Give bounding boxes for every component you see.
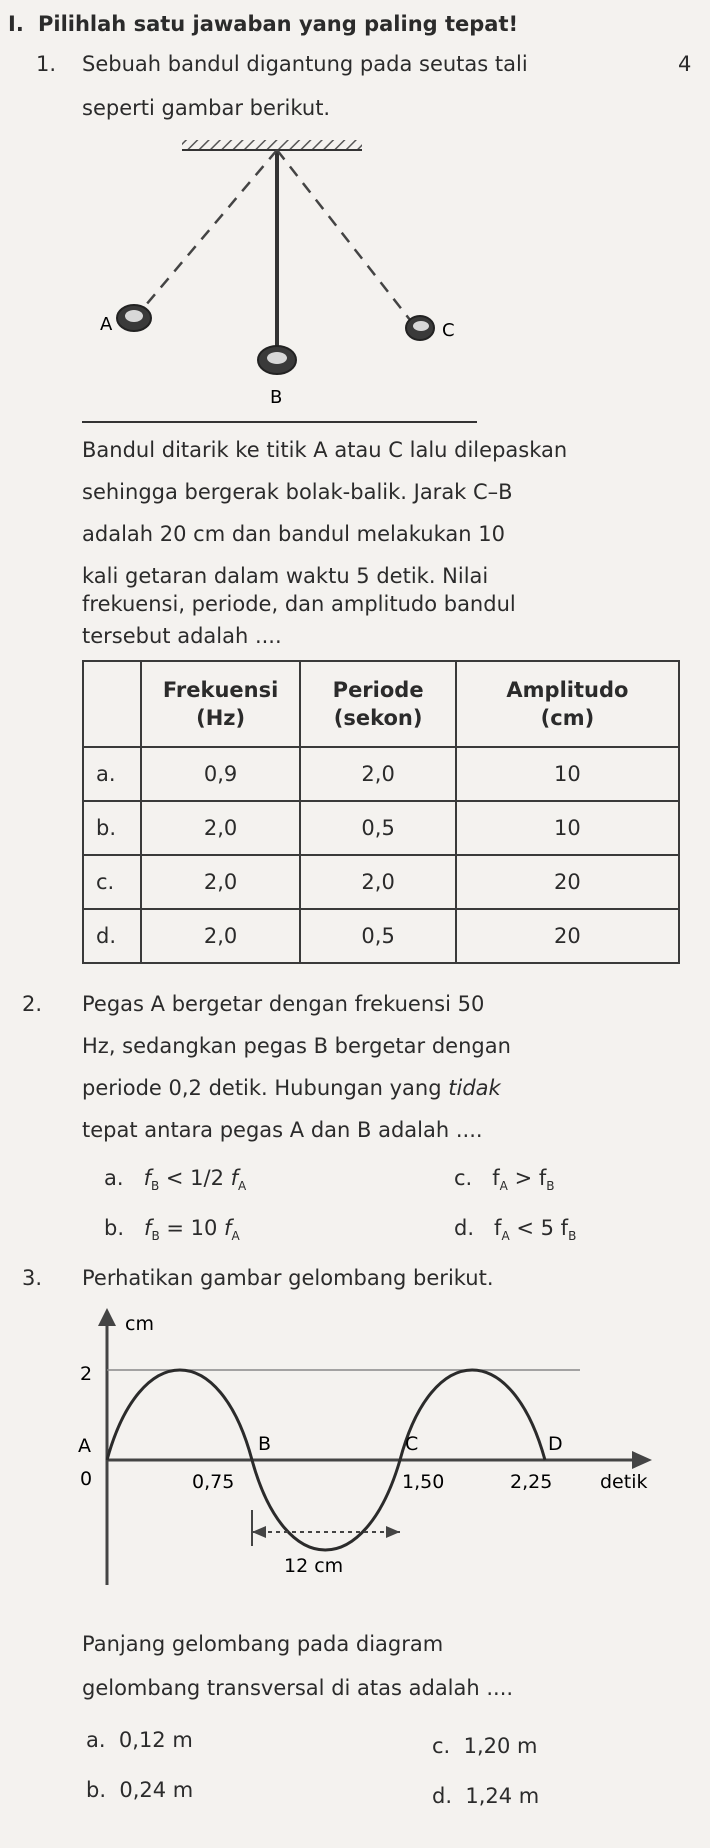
point-c-label: C — [405, 1433, 419, 1455]
q3-option-c[interactable]: c. 1,20 m — [432, 1734, 538, 1758]
q1-line2: seperti gambar berikut. — [82, 96, 331, 120]
wave-graph — [40, 1300, 680, 1600]
cell-periode: 0,5 — [300, 801, 455, 855]
option-letter: b. — [83, 801, 141, 855]
y-tick-label: 2 — [80, 1363, 93, 1385]
q3-question-line2: gelombang transversal di atas adalah .... — [82, 1676, 514, 1700]
cell-frekuensi: 2,0 — [141, 801, 301, 855]
cell-frekuensi: 0,9 — [141, 747, 301, 801]
y-unit-label: cm — [125, 1313, 154, 1335]
span-arrow-right — [386, 1526, 400, 1538]
q2-option-a[interactable]: a. $f_B < 1/2$ $f_A$ — [104, 1166, 247, 1194]
x-tick-1: 0,75 — [192, 1471, 235, 1493]
section-number: I. — [8, 12, 24, 36]
ceiling-hatch — [182, 140, 362, 150]
cell-amplitudo: 20 — [456, 855, 679, 909]
q2-option-c[interactable]: c. $f_A > f_B$ — [454, 1166, 555, 1194]
label-c: C — [442, 320, 455, 341]
q1-text-4: kali getaran dalam waktu 5 detik. Nilai — [82, 564, 489, 588]
q1-line1: Sebuah bandul digantung pada seutas tali — [82, 52, 528, 76]
x-axis-arrow — [632, 1451, 652, 1469]
q1-number: 1. — [36, 52, 57, 76]
header-amplitudo: Amplitudo (cm) — [456, 661, 679, 747]
q2-line4: tepat antara pegas A dan B adalah .... — [82, 1118, 483, 1142]
label-b: B — [270, 387, 283, 408]
y-axis-arrow — [98, 1308, 116, 1326]
q1-text-1: Bandul ditarik ke titik A atau C lalu dilepaskan — [82, 438, 568, 462]
q2-line3-text: periode 0,2 detik. Hubungan yang — [82, 1076, 442, 1100]
header-frekuensi: Frekuensi (Hz) — [141, 661, 301, 747]
string-right-dashed — [277, 150, 414, 325]
q2-line2: Hz, sedangkan pegas B bergetar dengan — [82, 1034, 511, 1058]
header-periode: Periode (sekon) — [300, 661, 455, 747]
q3-option-d[interactable]: d. 1,24 m — [432, 1784, 540, 1808]
q3-number: 3. — [22, 1266, 43, 1290]
option-letter: c. — [83, 855, 141, 909]
cell-periode: 2,0 — [300, 855, 455, 909]
cell-frekuensi: 2,0 — [141, 909, 301, 963]
q2-option-d[interactable]: d. $f_A < 5$ $f_B$ — [454, 1216, 577, 1244]
span-label: 12 cm — [284, 1555, 344, 1577]
margin-mark: 4 — [678, 52, 692, 76]
table-header-row — [83, 661, 679, 747]
q3-line1: Perhatikan gambar gelombang berikut. — [82, 1266, 494, 1290]
q3-option-a[interactable]: a. 0,12 m — [86, 1728, 193, 1752]
cell-frekuensi: 2,0 — [141, 855, 301, 909]
option-row-a[interactable] — [83, 747, 679, 801]
q1-text-6: tersebut adalah .... — [82, 624, 282, 648]
point-b-label: B — [258, 1433, 272, 1455]
option-row-d[interactable] — [83, 909, 679, 963]
string-left-dashed — [140, 150, 277, 312]
x-unit-label: detik — [600, 1471, 648, 1493]
q2-number: 2. — [22, 992, 43, 1016]
instruction: Pilihlah satu jawaban yang paling tepat! — [38, 12, 519, 36]
q2-line3 — [82, 1078, 501, 1099]
point-d-label: D — [548, 1433, 563, 1455]
x-tick-3: 2,25 — [510, 1471, 553, 1493]
q1-text-3: adalah 20 cm dan bandul melakukan 10 — [82, 522, 505, 546]
origin-label: 0 — [80, 1468, 93, 1490]
point-a-label: A — [78, 1435, 91, 1457]
x-tick-2: 1,50 — [402, 1471, 445, 1493]
option-row-c[interactable] — [83, 855, 679, 909]
cell-amplitudo: 20 — [456, 909, 679, 963]
q1-text-2: sehingga bergerak bolak-balik. Jarak C–B — [82, 480, 513, 504]
label-a: A — [100, 314, 113, 335]
q2-line1: Pegas A bergetar dengan frekuensi 50 — [82, 992, 485, 1016]
cell-amplitudo: 10 — [456, 747, 679, 801]
option-row-b[interactable] — [83, 801, 679, 855]
pendulum-figure — [82, 130, 502, 430]
cell-amplitudo: 10 — [456, 801, 679, 855]
q3-question-line1: Panjang gelombang pada diagram — [82, 1632, 444, 1656]
q1-options-table — [82, 660, 680, 964]
cell-periode: 0,5 — [300, 909, 455, 963]
q1-text-5: frekuensi, periode, dan amplitudo bandul — [82, 592, 516, 616]
q2-option-b[interactable]: b. $f_B = 10$ $f_A$ — [104, 1216, 240, 1244]
option-letter: a. — [83, 747, 141, 801]
option-letter: d. — [83, 909, 141, 963]
q3-option-b[interactable]: b. 0,24 m — [86, 1778, 194, 1802]
span-arrow-left — [252, 1526, 266, 1538]
cell-periode: 2,0 — [300, 747, 455, 801]
q2-emph-word: tidak — [448, 1076, 501, 1100]
